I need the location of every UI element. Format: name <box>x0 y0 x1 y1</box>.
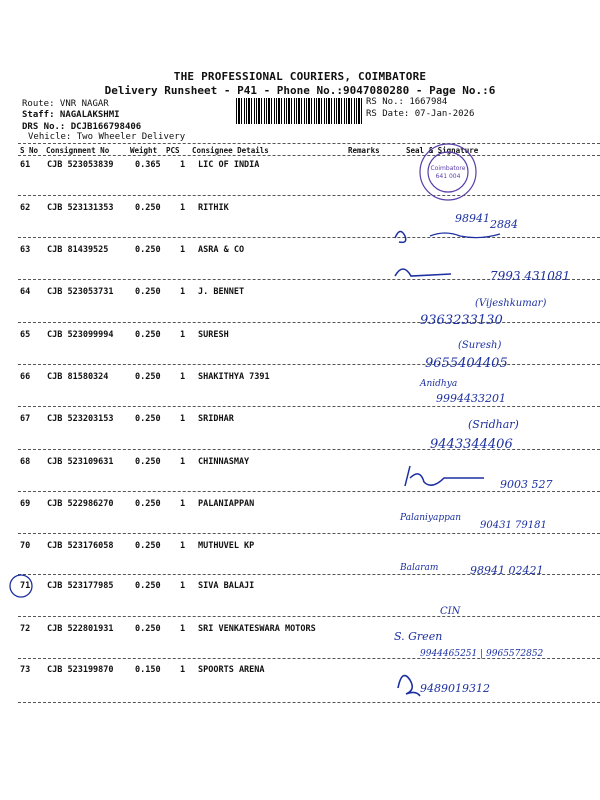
row-sno: 65 <box>20 330 31 340</box>
row-sno: 67 <box>20 414 31 424</box>
row-pcs: 1 <box>180 287 186 297</box>
row-pcs: 1 <box>180 624 186 634</box>
row-consignment: CJB 523199870 <box>47 665 114 675</box>
row-consignment: CJB 522801931 <box>47 624 114 634</box>
row-weight: 0.250 <box>135 624 161 634</box>
row73-signature <box>398 676 420 697</box>
row-consignee: SRIDHAR <box>198 414 234 424</box>
row-consignment: CJB 523053839 <box>47 160 114 170</box>
row-consignment: CJB 81439525 <box>47 245 109 255</box>
vehicle-label: Vehicle: Two Wheeler Delivery <box>28 132 186 142</box>
row72-hw-name: S. Green <box>394 630 443 643</box>
row69-hw-name: Palaniyappan <box>400 513 462 523</box>
row-weight: 0.250 <box>135 414 161 424</box>
col-consignee: Consignee Details <box>192 146 269 155</box>
row-consignee: SHAKITHYA 7391 <box>198 372 270 382</box>
row-sno: 73 <box>20 665 31 675</box>
row-consignment: CJB 523203153 <box>47 414 114 424</box>
row-consignee: SIVA BALAJI <box>198 581 255 591</box>
row66-hw-name: (Suresh) <box>458 340 502 351</box>
row-consignee: RITHIK <box>198 203 229 213</box>
row-pcs: 1 <box>180 541 186 551</box>
col-seal-signature: Seal & Signature <box>406 146 479 155</box>
row66-hw-num: 9655404405 <box>425 356 508 371</box>
row-sno: 68 <box>20 457 31 467</box>
row-consignee: ASRA & CO <box>198 245 245 255</box>
row-pcs: 1 <box>180 581 186 591</box>
row64-hw-num: 7993 431081 <box>490 269 571 283</box>
col-pcs: PCS <box>166 146 180 155</box>
col-sno: S No <box>20 146 39 155</box>
company-title: THE PROFESSIONAL COURIERS, COIMBATORE <box>173 70 427 83</box>
row-sno: 63 <box>20 245 31 255</box>
row67-hw-num: 9443344406 <box>430 437 513 452</box>
runsheet-subtitle: Delivery Runsheet - P41 - Phone No.:9047080280 - Page No.:6 <box>104 84 496 97</box>
row-consignment: CJB 523053731 <box>47 287 114 297</box>
row65-hw-num: 9363233130 <box>420 313 503 328</box>
row-sno: 64 <box>20 287 31 297</box>
row-pcs: 1 <box>180 160 186 170</box>
row71-mark <box>10 575 32 597</box>
row-pcs: 1 <box>180 499 186 509</box>
row-sno: 70 <box>20 541 31 551</box>
row-consignee: J. BENNET <box>198 287 245 297</box>
row-sno: 69 <box>20 499 31 509</box>
row-weight: 0.250 <box>135 287 161 297</box>
row68-hw-num: 9003 527 <box>500 478 553 491</box>
row70-hw-name: Balaram <box>400 563 439 573</box>
row-weight: 0.250 <box>135 581 161 591</box>
row-weight: 0.250 <box>135 372 161 382</box>
row-consignee: MUTHUVEL KP <box>198 541 255 551</box>
row-consignee: CHINNASMAY <box>198 457 250 467</box>
row-pcs: 1 <box>180 414 186 424</box>
row-weight: 0.250 <box>135 541 161 551</box>
row-pcs: 1 <box>180 330 186 340</box>
row-sno: 62 <box>20 203 31 213</box>
row-consignee: LIC OF INDIA <box>198 160 260 170</box>
row-weight: 0.250 <box>135 245 161 255</box>
row-consignee: SPOORTS ARENA <box>198 665 265 675</box>
row-sno: 61 <box>20 160 31 170</box>
row-consignment: CJB 523177985 <box>47 581 114 591</box>
row-sno: 72 <box>20 624 31 634</box>
row-pcs: 1 <box>180 457 186 467</box>
row-sno: 66 <box>20 372 31 382</box>
row-consignee: PALANIAPPAN <box>198 499 255 509</box>
col-remarks: Remarks <box>348 146 380 155</box>
row-consignee: SRI VENKATESWARA MOTORS <box>198 624 316 634</box>
row69-hw-num: 90431 79181 <box>480 520 547 531</box>
svg-text:641 004: 641 004 <box>435 173 461 180</box>
row-consignment: CJB 522986270 <box>47 499 114 509</box>
row66-hw-name2: Anidhya <box>420 379 458 389</box>
row65-hw-name: (Vijeshkumar) <box>475 298 547 309</box>
col-weight: Weight <box>130 146 158 155</box>
row-consignment: CJB 523176058 <box>47 541 114 551</box>
row-pcs: 1 <box>180 372 186 382</box>
row-weight: 0.250 <box>135 330 161 340</box>
route-label: Route: VNR NAGAR <box>22 99 109 109</box>
rs-date: RS Date: 07-Jan-2026 <box>366 109 475 119</box>
col-consignment: Consignment No <box>46 146 110 155</box>
row-consignment: CJB 523131353 <box>47 203 114 213</box>
row-weight: 0.250 <box>135 203 161 213</box>
staff-label: Staff: NAGALAKSHMI <box>22 110 120 120</box>
row67-hw-name: (Sridhar) <box>468 418 519 431</box>
row-weight: 0.150 <box>135 665 161 675</box>
row-weight: 0.365 <box>135 160 161 170</box>
row-weight: 0.250 <box>135 457 161 467</box>
row-pcs: 1 <box>180 245 186 255</box>
row-consignee: SURESH <box>198 330 229 340</box>
row73-hw-num: 9489019312 <box>420 682 490 695</box>
row-consignment: CJB 523099994 <box>47 330 114 340</box>
row66-hw-num2: 9994433201 <box>436 392 506 405</box>
row-weight: 0.250 <box>135 499 161 509</box>
rs-number: RS No.: 1667984 <box>366 97 448 107</box>
row68-signature <box>405 466 484 486</box>
row72-hw-cin: CIN <box>440 606 461 617</box>
row70-hw-num: 98941 02421 <box>470 564 544 577</box>
svg-text:Coimbatore: Coimbatore <box>430 165 466 172</box>
row-pcs: 1 <box>180 203 186 213</box>
row62-signature <box>395 231 406 242</box>
drs-number: DRS No.: DCJB166798406 <box>22 122 142 132</box>
row64-signature <box>395 269 451 276</box>
row-consignment: CJB 523109631 <box>47 457 114 467</box>
row-pcs: 1 <box>180 665 186 675</box>
row72-hw-num: 9944465251 | 9965572852 <box>420 649 544 659</box>
row62-hw-num2: 2884 <box>490 218 518 231</box>
row62-hw-num: 98941 <box>455 212 490 225</box>
seal-stamp <box>420 144 476 200</box>
row-sno: 71 <box>20 581 31 591</box>
row-consignment: CJB 81580324 <box>47 372 109 382</box>
row62-signature-stroke <box>430 233 500 238</box>
